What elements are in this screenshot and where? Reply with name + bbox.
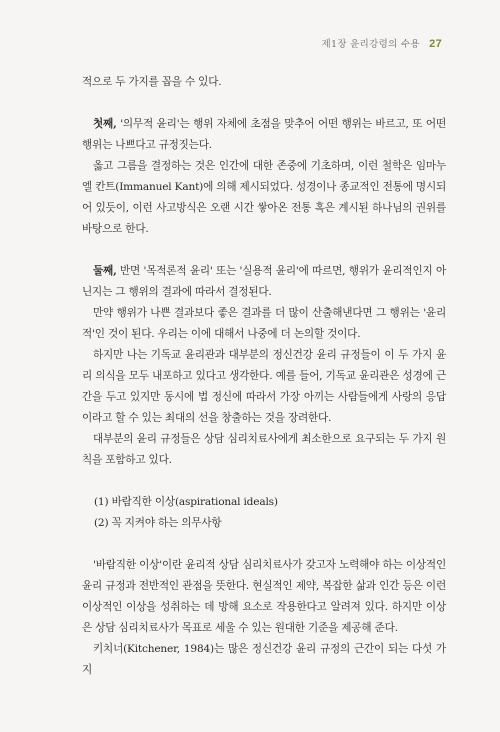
paragraph-continuation: 적으로 두 가지를 꼽을 수 있다.: [82, 76, 222, 88]
body-text: [82, 72, 446, 681]
second-term: 둘째,: [93, 265, 117, 277]
second-point-text: 반면 '목적론적 윤리' 또는 '실용적 윤리'에 따르면, 행위가 윤리적인지 아닌지는 그 행위의 결과에 따라서 결정된다.: [82, 265, 446, 298]
list-item-mandatory: (2) 꼭 지켜야 하는 의무사항: [94, 517, 222, 529]
list-item-aspirational: (1) 바람직한 이상(aspirational ideals): [94, 496, 278, 508]
paragraph-two-principles: 대부분의 윤리 규정들은 상담 심리치료사에게 최소한으로 요구되는 두 가지 원칙을 포함하고 있다.: [82, 433, 446, 466]
first-term: 첫째,: [93, 118, 117, 130]
running-header: [322, 36, 442, 50]
paragraph-aspirational-ideals: '바람직한 이상'이란 윤리적 상담 심리치료사가 갖고자 노력해야 하는 이상적인 윤리 규정과 전반적인 관점을 뜻한다. 현실적인 제약, 복잡한 삶과 인간 등은 이런 이상적인 이상을 성취하는 데 방해 요소로 작용한다고 알려져 있다. 하지만 이상은 상담 심리치료사가 목표로 세울 수 있는 원대한 기준을 제공해 준다.: [82, 559, 446, 634]
paragraph-second-point: [82, 261, 446, 303]
first-point-text: '의무적 윤리'는 행위 자체에 초점을 맞추어 어떤 행위는 바르고, 또 어떤 행위는 나쁘다고 규정짓는다.: [82, 118, 446, 151]
paragraph-first-point: [82, 114, 446, 156]
paragraph-christian-ethics: 하지만 나는 기독교 윤리관과 대부분의 정신건강 윤리 규정들이 이 두 가지 윤리 의식을 모두 내포하고 있다고 생각한다. 예를 들어, 기독교 윤리관은 성경에 근간을 두고 있지만 동시에 법 정신에 따라서 가장 아끼는 사람들에게 사랑의 응답이라고 할 수 있는 최대의 선을 창출하는 것을 장려한다.: [82, 349, 446, 424]
paragraph-kitchener: 키치너(Kitchener, 1984)는 많은 정신건강 윤리 규정의 근간이 되는 다섯 가지: [82, 643, 446, 676]
paragraph-kant: 옳고 그름을 결정하는 것은 인간에 대한 존중에 기초하며, 이런 철학은 임마누엘 칸트(Immanuel Kant)에 의해 제시되었다. 성경이나 종교적인 전통에 명시되어 있듯이, 이런 사고방식은 오랜 시간 쌓아온 전통 혹은 계시된 하나님의 권위를 바탕으로 한다.: [82, 160, 447, 235]
paragraph-consequences: 만약 행위가 나쁜 결과보다 좋은 결과를 더 많이 산출해낸다면 그 행위는 '윤리적'인 것이 된다. 우리는 이에 대해서 나중에 더 논의할 것이다.: [82, 307, 446, 340]
chapter-title: 제1장 윤리강령의 수용: [321, 39, 420, 50]
page-number: 27: [429, 38, 442, 50]
